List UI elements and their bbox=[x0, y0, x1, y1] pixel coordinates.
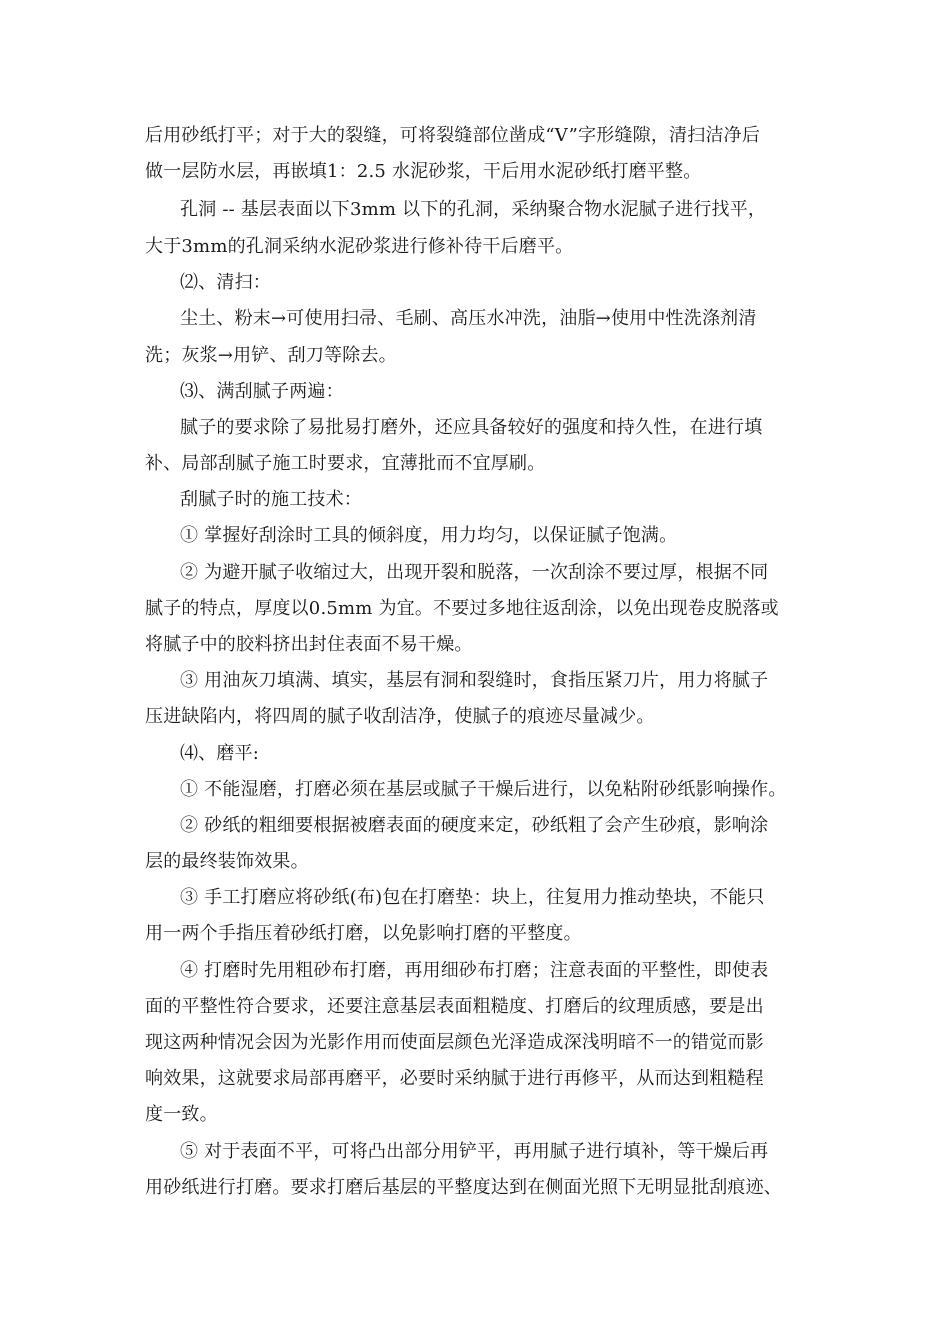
sand-item-4-cont-4: 度一致。 bbox=[145, 1104, 218, 1125]
sand-item-2: ② 砂纸的粗细要根据被磨表面的硬度来定，砂纸粗了会产生砂痕，影响涂 bbox=[180, 815, 769, 836]
sand-item-1: ① 不能湿磨，打磨必须在基层或腻子干燥后进行，以免粘附砂纸影响操作。 bbox=[180, 779, 787, 800]
paragraph-line-3: 孔洞 -- 基层表面以下3mm 以下的孔洞，采纳聚合物水泥腻子进行找平， bbox=[180, 199, 767, 220]
paragraph-line-2: 做一层防水层，再嵌填1：2.5 水泥砂浆，干后用水泥砂纸打磨平整。 bbox=[145, 161, 702, 182]
section-heading-clean: ⑵、清扫： bbox=[180, 272, 271, 293]
list-item-2: ② 为避开腻子收缩过大，出现开裂和脱落，一次刮涂不要过厚，根据不同 bbox=[180, 562, 769, 583]
list-item-3: ③ 用油灰刀填满、填实，基层有洞和裂缝时，食指压紧刀片，用力将腻子 bbox=[180, 670, 769, 691]
sand-item-4-cont-3: 响效果，这就要求局部再磨平，必要时采纳腻于进行再修平，从而达到粗糙程 bbox=[145, 1068, 764, 1089]
sand-item-4-cont-2: 现这两种情况会因为光影作用而使面层颜色光泽造成深浅明暗不一的错觉而影 bbox=[145, 1032, 764, 1053]
section-heading-sand: ⑷、磨平: bbox=[180, 743, 260, 764]
paragraph-line-6: 尘土、粉末→可使用扫帚、毛刷、高压水冲洗，油脂→使用中性洗涤剂清 bbox=[180, 308, 757, 329]
list-item-2-cont-2: 将腻子中的胶料挤出封住表面不易干燥。 bbox=[145, 634, 473, 655]
list-item-1: ① 掌握好刮涂时工具的倾斜度，用力均匀，以保证腻子饱满。 bbox=[180, 525, 678, 546]
list-item-3-cont: 压进缺陷内，将四周的腻子收刮洁净，使腻子的痕迹尽量减少。 bbox=[145, 706, 655, 727]
paragraph-line-9: 腻子的要求除了易批易打磨外，还应具备较好的强度和持久性，在进行填 bbox=[180, 417, 763, 438]
sand-item-3-cont: 用一两个手指压着砂纸打磨，以免影响打磨的平整度。 bbox=[145, 923, 582, 944]
list-item-2-cont-1: 腻子的特点，厚度以0.5mm 为宜。不要过多地往返刮涂，以免出现卷皮脱落或 bbox=[145, 598, 779, 619]
sand-item-4-cont-1: 面的平整性符合要求，还要注意基层表面粗糙度、打磨后的纹理质感，要是出 bbox=[145, 996, 764, 1017]
section-heading-putty: ⑶、满刮腻子两遍： bbox=[180, 381, 344, 402]
subheading-technique: 刮腻子时的施工技术： bbox=[180, 489, 362, 510]
sand-item-5-cont: 用砂纸进行打磨。要求打磨后基层的平整度达到在侧面光照下无明显批刮痕迹、 bbox=[145, 1177, 782, 1198]
paragraph-line-1: 后用砂纸打平；对于大的裂缝，可将裂缝部位凿成“V”字形缝隙，清扫洁净后 bbox=[145, 125, 761, 146]
sand-item-2-cont: 层的最终装饰效果。 bbox=[145, 851, 309, 872]
paragraph-line-7: 洗；灰浆→用铲、刮刀等除去。 bbox=[145, 345, 397, 366]
paragraph-line-4: 大于3mm的孔洞采纳水泥砂浆进行修补待干后磨平。 bbox=[145, 236, 574, 257]
sand-item-5: ⑤ 对于表面不平，可将凸出部分用铲平，再用腻子进行填补，等干燥后再 bbox=[180, 1141, 769, 1162]
sand-item-3: ③ 手工打磨应将砂纸(布)包在打磨垫：块上，往复用力推动垫块，不能只 bbox=[180, 887, 765, 908]
sand-item-4: ④ 打磨时先用粗砂布打磨，再用细砂布打磨；注意表面的平整性，即使表 bbox=[180, 960, 769, 981]
paragraph-line-10: 补、局部刮腻子施工时要求，宜薄批而不宜厚刷。 bbox=[145, 453, 546, 474]
